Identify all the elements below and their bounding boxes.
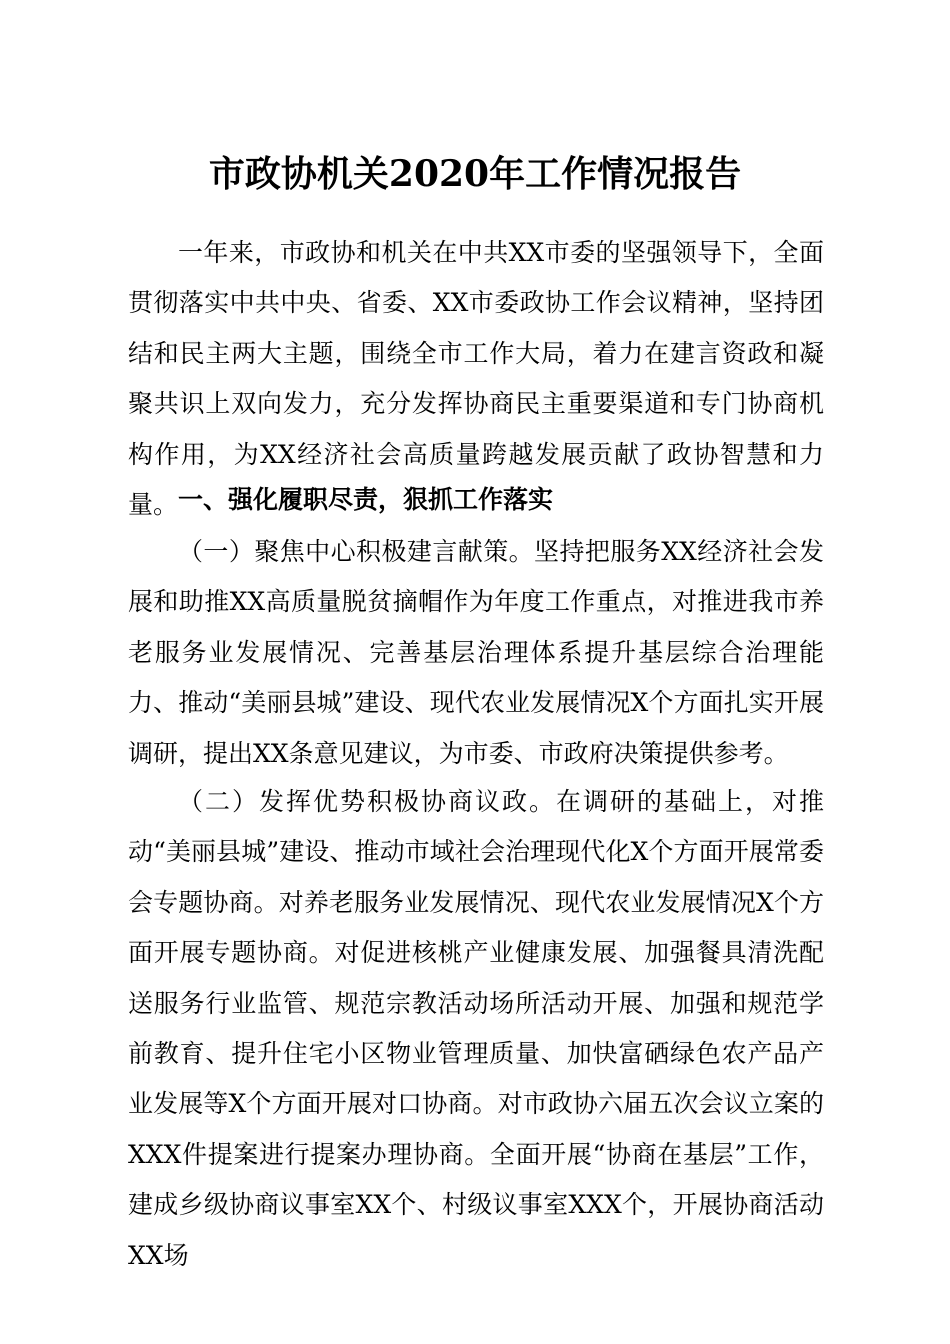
intro-paragraph: 一年来，市政协和机关在中共XX市委的坚强领导下，全面贯彻落实中共中央、省委、XX市委政协工作会议精神，坚持团结和民主两大主题，围绕全市工作大局，着力在建言资政和凝聚共识上双向发力，充分发挥协商民主重要渠道和专门协商机构作用，为XX经济社会高质量跨越发展贡献了政协智慧和力量。 (128, 238, 824, 520)
document-title: 市政协机关2020年工作情况报告 (208, 153, 742, 195)
section-heading: 一、强化履职尽责，狠抓工作落实 (178, 485, 554, 514)
item-paragraph-2: （二）发挥优势积极协商议政。在调研的基础上，对推动“美丽县城”建设、推动市域社会治理现代化X个方面开展常委会专题协商。对养老服务业发展情况、现代农业发展情况X个方面开展专题协商。对促进核桃产业健康发展、加强餐具清洗配送服务行业监管、规范宗教活动场所活动开展、加强和规范学前教育、提升住宅小区物业管理质量、加快富硒绿色农产品产业发展等X个方面开展对口协商。对市政协六届五次会议立案的XXX件提案进行提案办理协商。全面开展“协商在基层”工作，建成乡级协商议事室XX个、村级议事室XXX个，开展协商活动XX场 (128, 787, 824, 1270)
item-paragraph-1: （一）聚焦中心积极建言献策。坚持把服务XX经济社会发展和助推XX高质量脱贫摘帽作为年度工作重点，对推进我市养老服务业发展情况、完善基层治理体系提升基层综合治理能力、推动“美丽县城”建设、现代农业发展情况X个方面扎实开展调研，提出XX条意见建议，为市委、市政府决策提供参考。 (128, 537, 824, 768)
